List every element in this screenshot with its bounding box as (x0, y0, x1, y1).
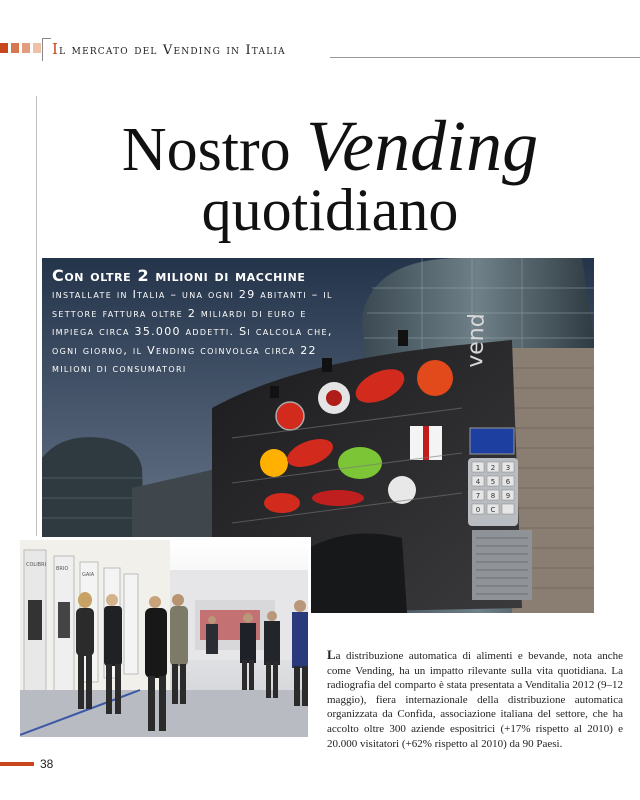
intro-overlay (52, 266, 352, 379)
keypad-key: 5 (490, 478, 496, 486)
drop-cap: L (327, 647, 336, 662)
keypad-key: C (490, 506, 496, 514)
keypad-key: 9 (505, 492, 511, 500)
booth-label-1: COLIBRI (26, 562, 47, 568)
keypad-key: 6 (505, 478, 511, 486)
keypad-key: 0 (475, 506, 481, 514)
left-rule (36, 96, 37, 536)
header-decoration-squares (0, 43, 41, 53)
footer-accent-bar (0, 762, 34, 766)
header-bracket (42, 38, 51, 61)
intro-lead: Con oltre 2 milioni di macchine (52, 266, 306, 285)
keypad-key: 7 (475, 492, 481, 500)
keypad-key: 2 (490, 464, 496, 472)
booth-label-3: GAIA (82, 572, 95, 578)
expo-booth-photo (20, 537, 311, 737)
page-number: 38 (40, 757, 54, 771)
body-paragraph: La distribuzione automatica di alimenti e bevande, nota anche come Vending, ha un impatto rilevante sulla vita quotidiana. La radiografia del comparto è stata presentata a Venditalia 2012 (9–12 maggio), fiera internazionale della distribuzione automatica organizzata da Confida, associazione italiana del settore, che ha accolto oltre 300 aziende espositrici (+17% rispetto al 2010) e 20.000 visitatori (+62% rispetto al 2010) da 90 Paesi. (327, 647, 623, 750)
header-rule (330, 57, 640, 58)
intro-text: installate in Italia – una ogni 29 abitanti – il settore fattura oltre 2 miliardi di euro e impiega circa 35.000 addetti. Si calcola che, ogni giorno, il Vending coinvolga circa 22 milioni di consumatori (52, 288, 333, 375)
headline-line-1: Nostro Vending (121, 106, 539, 186)
vending-brand-text: vend (463, 312, 490, 369)
section-title: Il mercato del Vending in Italia (52, 40, 286, 58)
keypad-key: 4 (475, 478, 481, 486)
keypad-key: 8 (490, 492, 496, 500)
keypad-key: 1 (475, 464, 481, 472)
headline-line-2: quotidiano (201, 177, 459, 243)
booth-label-2: BRIO (56, 566, 69, 572)
keypad-key: 3 (505, 464, 511, 472)
